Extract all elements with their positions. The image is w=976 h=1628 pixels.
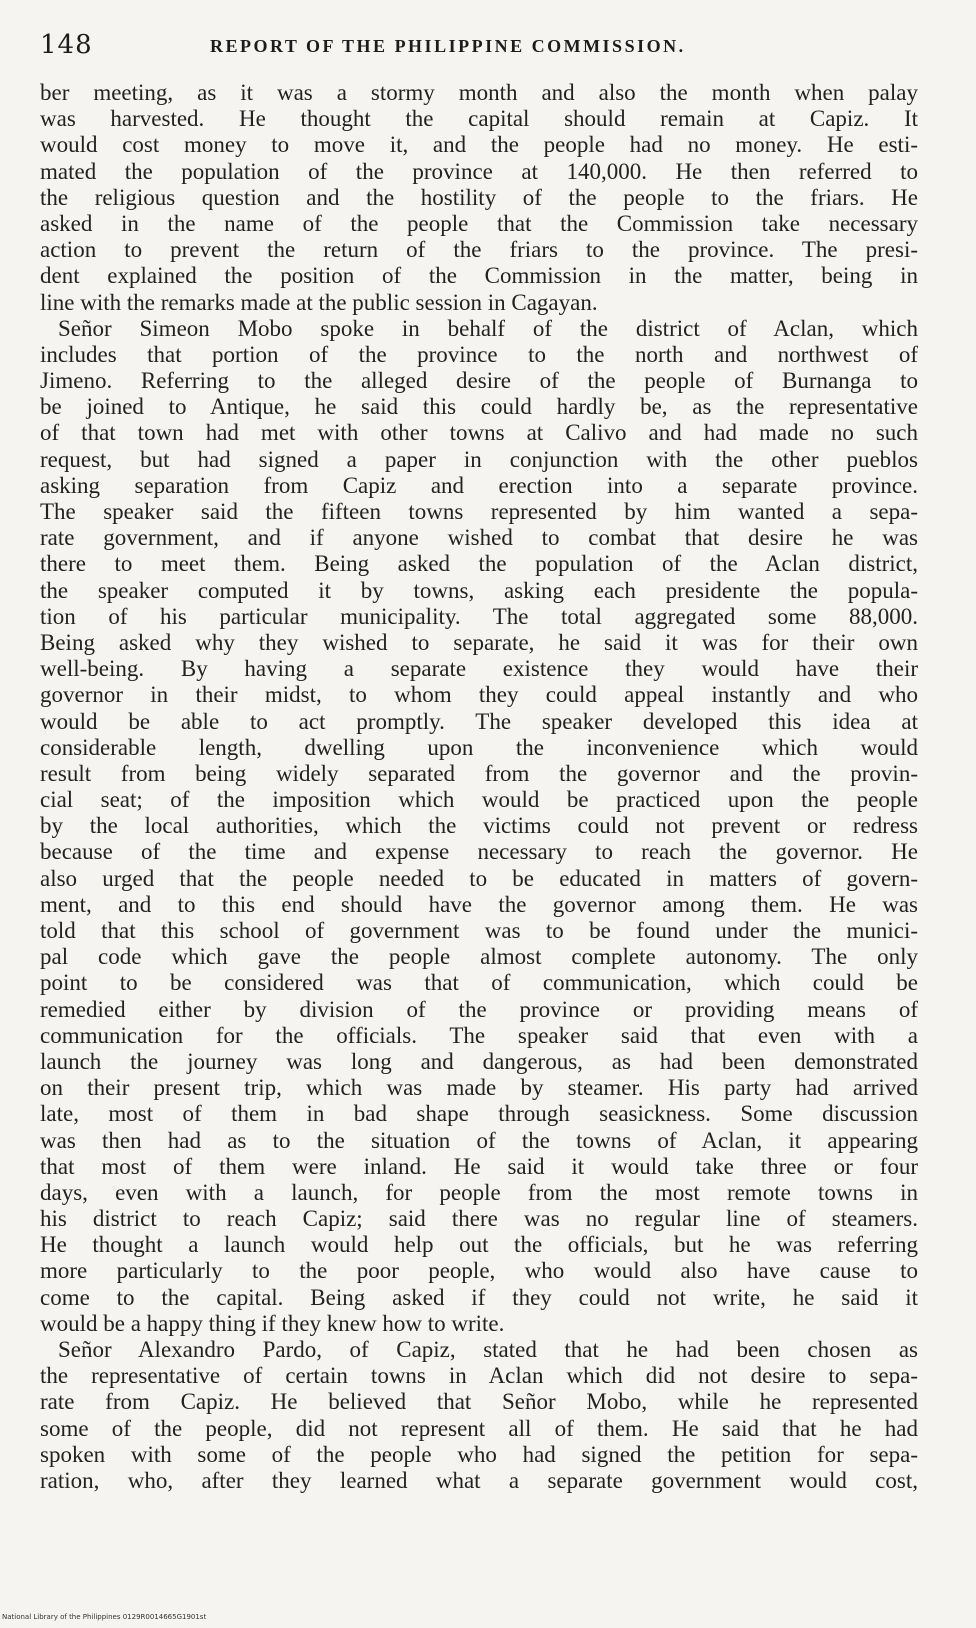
text-line: there to meet them. Being asked the population of the Aclan district, <box>40 551 918 577</box>
text-line: of that town had met with other towns at Calivo and had made no such <box>40 420 918 446</box>
text-line: that most of them were inland. He said it would take three or four <box>40 1153 918 1179</box>
text-line: the speaker computed it by towns, asking each presidente the popula- <box>40 577 918 603</box>
text-line: days, even with a launch, for people from the most remote towns in <box>40 1179 918 1205</box>
text-line: cial seat; of the imposition which would be practiced upon the people <box>40 787 918 813</box>
text-line: asked in the name of the people that the Commission take necessary <box>40 210 918 236</box>
text-line: tion of his particular municipality. The total aggregated some 88,000. <box>40 603 918 629</box>
text-line: asking separation from Capiz and erection into a separate province. <box>40 472 918 498</box>
text-line: ment, and to this end should have the governor among them. He was <box>40 891 918 917</box>
text-line: some of the people, did not represent all of them. He said that he had <box>40 1415 918 1441</box>
text-line: Señor Alexandro Pardo, of Capiz, stated that he had been chosen as <box>58 1337 918 1362</box>
text-line: because of the time and expense necessary to reach the governor. He <box>40 839 918 865</box>
text-line: includes that portion of the province to the north and northwest of <box>40 341 918 367</box>
text-line: come to the capital. Being asked if they could not write, he said it <box>40 1284 918 1310</box>
text-line: governor in their midst, to whom they could appeal instantly and who <box>40 682 918 708</box>
text-line: was then had as to the situation of the towns of Aclan, it appearing <box>40 1127 918 1153</box>
text-line: communication for the officials. The speaker said that even with a <box>40 1022 918 1048</box>
text-line: considerable length, dwelling upon the inconvenience which would <box>40 734 918 760</box>
text-line: mated the population of the province at 140,000. He then referred to <box>40 158 918 184</box>
text-line: Being asked why they wished to separate, he said it was for their own <box>40 629 918 655</box>
text-line: rate government, and if anyone wished to combat that desire he was <box>40 525 918 551</box>
text-line: told that this school of government was to be found under the munici- <box>40 918 918 943</box>
text-line: Señor Simeon Mobo spoke in behalf of the district of Aclan, which <box>58 315 918 341</box>
page-header <box>40 30 920 70</box>
text-line: point to be considered was that of communication, which could be <box>40 970 918 996</box>
page-number: 148 <box>40 30 93 60</box>
text-line: result from being widely separated from the governor and the provin- <box>40 760 918 786</box>
text-line: launch the journey was long and dangerous, as had been demonstrated <box>40 1048 918 1074</box>
text-line: on their present trip, which was made by steamer. His party had arrived <box>40 1075 918 1101</box>
text-line: by the local authorities, which the victims could not prevent or redress <box>40 813 918 839</box>
text-line: the representative of certain towns in Aclan which did not desire to sepa- <box>40 1363 918 1389</box>
library-footer: National Library of the Philippines 0129R0014665G1901st <box>2 1613 207 1621</box>
running-head: REPORT OF THE PHILIPPINE COMMISSION. <box>210 36 686 56</box>
text-line: would be a happy thing if they knew how to write. <box>40 1310 505 1336</box>
text-line: pal code which gave the people almost complete autonomy. The only <box>40 944 918 970</box>
text-line: spoken with some of the people who had signed the petition for sepa- <box>40 1441 918 1467</box>
text-line: Jimeno. Referring to the alleged desire of the people of Burnanga to <box>40 368 918 394</box>
text-line: well-being. By having a separate existence they would have their <box>40 656 918 682</box>
text-line: The speaker said the fifteen towns represented by him wanted a sepa- <box>40 499 918 524</box>
text-line: would be able to act promptly. The speaker developed this idea at <box>40 708 918 734</box>
text-line: request, but had signed a paper in conjunction with the other pueblos <box>40 446 918 472</box>
text-line: more particularly to the poor people, who would also have cause to <box>40 1258 918 1284</box>
text-line: line with the remarks made at the public session in Cagayan. <box>40 289 598 315</box>
text-line: be joined to Antique, he said this could hardly be, as the representative <box>40 394 918 420</box>
text-line: ber meeting, as it was a stormy month and also the month when palay <box>40 80 918 105</box>
text-line: He thought a launch would help out the officials, but he was referring <box>40 1232 918 1258</box>
text-line: remedied either by division of the province or providing means of <box>40 996 918 1022</box>
text-line: was harvested. He thought the capital should remain at Capiz. It <box>40 106 918 132</box>
text-line: also urged that the people needed to be educated in matters of govern- <box>40 865 918 891</box>
text-line: his district to reach Capiz; said there was no regular line of steamers. <box>40 1206 918 1232</box>
text-line: rate from Capiz. He believed that Señor Mobo, while he represented <box>40 1389 918 1415</box>
text-line: ration, who, after they learned what a separate government would cost, <box>40 1467 918 1493</box>
text-line: would cost money to move it, and the people had no money. He esti- <box>40 132 918 158</box>
text-line: late, most of them in bad shape through seasickness. Some discussion <box>40 1101 918 1127</box>
text-line: action to prevent the return of the friars to the province. The presi- <box>40 237 918 263</box>
text-line: the religious question and the hostility of the people to the friars. He <box>40 184 918 210</box>
body-text <box>40 80 918 1494</box>
text-line: dent explained the position of the Commission in the matter, being in <box>40 263 918 289</box>
